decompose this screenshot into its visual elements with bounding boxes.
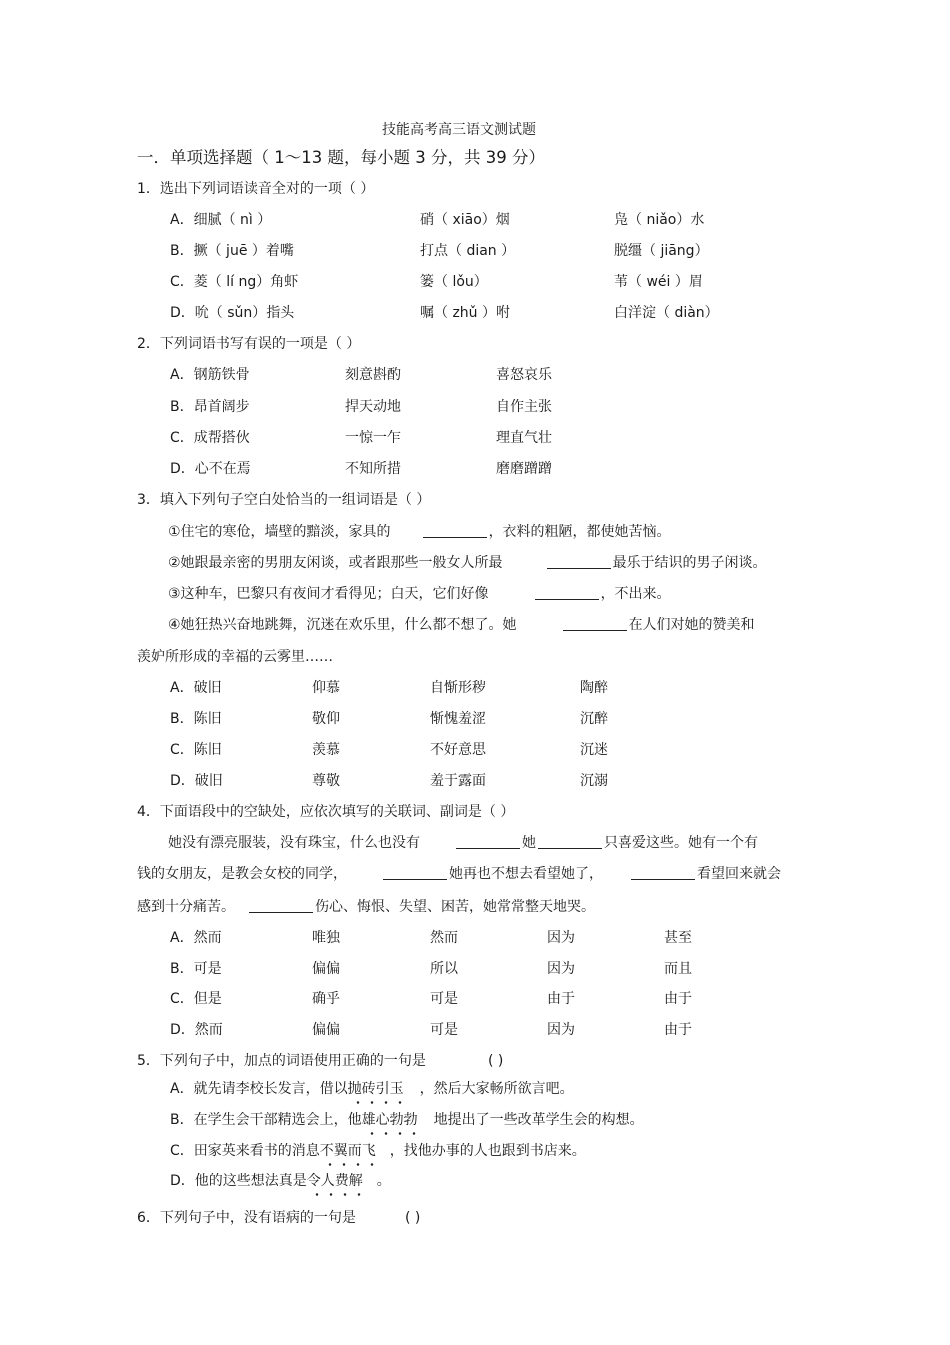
- q4-paragraph-line-3: [137, 898, 595, 916]
- q3-option-c-3: 不好意思: [430, 742, 486, 758]
- q3-s2-text-b: 最乐于结识的男子闲谈。: [612, 555, 767, 571]
- q4-p2-text-b: 她再也不想去看望她了，: [449, 866, 603, 882]
- q3-option-d-2: 尊敬: [312, 773, 340, 789]
- question-6-stem: 6．下列句子中，没有语病的一句是: [137, 1210, 356, 1226]
- q3-option-d-3: 羞于露面: [430, 773, 486, 789]
- q5-b-dotted-term: 雄心勃勃: [361, 1112, 418, 1128]
- q3-s4-text-b: 在人们对她的赞美和: [628, 617, 755, 633]
- q2-option-d-1: D．心不在焉: [170, 461, 251, 477]
- q3-sentence-4-cont: 羡妒所形成的幸福的云雾里……: [137, 649, 333, 665]
- fill-blank: [538, 834, 602, 849]
- question-6-answer-paren: ( ): [405, 1210, 421, 1226]
- q4-option-a-4: 因为: [547, 930, 575, 946]
- question-5-stem: 5．下列句子中，加点的词语使用正确的一句是: [137, 1053, 426, 1069]
- q3-s2-text-a: ②她跟最亲密的男朋友闲谈，或者跟那些一般女人所最: [168, 555, 503, 571]
- section-heading: 一．单项选择题（ 1～13 题，每小题 3 分，共 39 分）: [137, 148, 545, 167]
- q3-sentence-3: [168, 585, 671, 603]
- q4-option-b-2: 偏偏: [312, 961, 340, 977]
- q2-option-c-3: 理直气壮: [496, 430, 552, 446]
- q3-option-c-1: C．陈旧: [170, 742, 222, 758]
- q3-s4-text-a: ④她狂热兴奋地跳舞，沉迷在欢乐里，什么都不想了。她: [168, 617, 517, 633]
- q3-sentence-4: [168, 616, 755, 634]
- q3-s3-text-b: ，不出来。: [600, 586, 671, 602]
- q3-option-a-1: A．破旧: [170, 680, 222, 696]
- q5-c-dotted-term: 不翼而飞: [319, 1143, 376, 1159]
- fill-blank: [535, 585, 599, 600]
- q4-option-c-3: 可是: [430, 991, 458, 1007]
- q2-option-b-2: 捍天动地: [345, 399, 401, 415]
- q5-a-text-3: ，然后大家畅所欲言吧。: [419, 1081, 574, 1097]
- q1-option-c-1: C．菱（ lí ng）角虾: [170, 274, 299, 290]
- q4-option-a-1: A．然而: [170, 930, 222, 946]
- q2-option-c-1: C．成帮搭伙: [170, 430, 250, 446]
- q5-option-c: [170, 1142, 586, 1160]
- q3-option-c-4: 沉迷: [580, 742, 608, 758]
- question-3-stem: 3．填入下列句子空白处恰当的一组词语是（ ）: [137, 492, 431, 508]
- q2-option-a-1: A．钢筋铁骨: [170, 367, 250, 383]
- q4-paragraph-line-1: [168, 834, 758, 852]
- q3-option-a-4: 陶醉: [580, 680, 608, 696]
- q4-option-b-3: 所以: [430, 961, 458, 977]
- q5-d-dotted-term: 令人费解: [306, 1173, 363, 1189]
- q5-b-text-1: B．在学生会干部精选会上，他: [170, 1112, 362, 1128]
- q4-option-a-5: 甚至: [664, 930, 692, 946]
- q3-s1-text-b: ，衣料的粗陋，都使她苦恼。: [488, 524, 671, 540]
- question-4-stem: 4．下面语段中的空缺处，应依次填写的关联词、副词是（ ）: [137, 804, 515, 820]
- q3-option-d-1: D．破旧: [170, 773, 223, 789]
- q2-option-a-3: 喜怒哀乐: [496, 367, 552, 383]
- q1-option-b-1: B．撅（ juē ）着嘴: [170, 243, 294, 259]
- q3-option-a-2: 仰慕: [312, 680, 340, 696]
- q1-option-a-3: 凫（ niǎo）水: [614, 212, 705, 228]
- q5-b-text-3: 地提出了一些改革学生会的构想。: [433, 1112, 644, 1128]
- question-2-stem: 2．下列词语书写有误的一项是（ ）: [137, 336, 361, 352]
- q4-p1-text-a: 她没有漂亮服装，没有珠宝，什么也没有: [168, 835, 420, 851]
- q4-option-d-5: 由于: [664, 1022, 692, 1038]
- q2-option-c-2: 一惊一乍: [345, 430, 401, 446]
- q4-option-b-4: 因为: [547, 961, 575, 977]
- q3-sentence-1: [168, 523, 671, 541]
- page-title: 技能高考高三语文测试题: [382, 122, 536, 138]
- q1-option-d-1: D．吮（ sǔn）指头: [170, 305, 295, 321]
- fill-blank: [547, 554, 611, 569]
- q2-option-d-3: 磨磨蹭蹭: [496, 461, 552, 477]
- q4-option-a-2: 唯独: [312, 930, 340, 946]
- fill-blank: [423, 523, 487, 538]
- q5-option-b: [170, 1111, 644, 1129]
- q3-option-b-3: 惭愧羞涩: [430, 711, 486, 727]
- q4-p1-text-c: 只喜爱这些。她有一个有: [604, 835, 758, 851]
- q2-option-b-1: B．昂首阔步: [170, 399, 250, 415]
- q4-p3-text-b: 伤心、悔恨、失望、困苦，她常常整天地哭。: [315, 899, 595, 915]
- q5-c-text-1: C．田家英来看书的消息: [170, 1143, 320, 1159]
- q1-option-d-2: 嘱（ zhǔ ）咐: [420, 305, 510, 321]
- fill-blank: [249, 898, 313, 913]
- q1-option-b-2: 打点（ dian ）: [420, 243, 516, 259]
- q3-s3-text-a: ③这种车，巴黎只有夜间才看得见；白天，它们好像: [168, 586, 489, 602]
- q1-option-a-2: 硝（ xiāo）烟: [420, 212, 510, 228]
- q4-p3-text-a: 感到十分痛苦。: [137, 899, 235, 915]
- question-1-stem: 1．选出下列词语读音全对的一项（ ）: [137, 181, 375, 197]
- q4-option-d-3: 可是: [430, 1022, 458, 1038]
- q1-option-b-3: 脱缰（ jiāng）: [614, 243, 709, 259]
- q4-p2-text-c: 看望回来就会: [697, 866, 781, 882]
- q2-option-d-2: 不知所措: [345, 461, 401, 477]
- q4-option-b-1: B．可是: [170, 961, 222, 977]
- fill-blank: [631, 865, 695, 880]
- q4-paragraph-line-2: [137, 865, 781, 883]
- fill-blank: [383, 865, 447, 880]
- q5-a-dotted-term: 抛砖引玉: [347, 1081, 404, 1097]
- fill-blank: [563, 616, 627, 631]
- q3-option-b-2: 敬仰: [312, 711, 340, 727]
- q2-option-b-3: 自作主张: [496, 399, 552, 415]
- q5-a-text-1: A．就先请李校长发言，借以: [170, 1081, 348, 1097]
- q1-option-c-2: 篓（ lǒu）: [420, 274, 488, 290]
- q3-option-b-1: B．陈旧: [170, 711, 222, 727]
- q3-sentence-2: [168, 554, 767, 572]
- q2-option-a-2: 刻意斟酌: [345, 367, 401, 383]
- q3-option-b-4: 沉醉: [580, 711, 608, 727]
- q1-option-c-3: 苇（ wéi ）眉: [614, 274, 703, 290]
- q5-option-d: [170, 1172, 391, 1190]
- q4-option-c-4: 由于: [547, 991, 575, 1007]
- q1-option-a-1: A．细腻（ nì ）: [170, 212, 272, 228]
- question-5-answer-paren: ( ): [488, 1053, 504, 1069]
- fill-blank: [456, 834, 520, 849]
- q3-option-c-2: 羡慕: [312, 742, 340, 758]
- q5-d-text-1: D．他的这些想法真是: [170, 1173, 307, 1189]
- q5-c-text-3: ，找他办事的人也跟到书店来。: [389, 1143, 586, 1159]
- q3-s1-text-a: ①住宅的寒伧，墙壁的黯淡，家具的: [168, 524, 391, 540]
- q5-d-text-3: 。: [376, 1173, 391, 1189]
- q4-p1-text-b: 她: [522, 835, 536, 851]
- q4-option-d-4: 因为: [547, 1022, 575, 1038]
- q4-option-d-1: D．然而: [170, 1022, 223, 1038]
- q4-option-c-2: 确乎: [312, 991, 340, 1007]
- q4-option-c-5: 由于: [664, 991, 692, 1007]
- q3-option-a-3: 自惭形秽: [430, 680, 486, 696]
- q4-p2-text-a: 钱的女朋友，是教会女校的同学，: [137, 866, 347, 882]
- q4-option-d-2: 偏偏: [312, 1022, 340, 1038]
- q3-option-d-4: 沉溺: [580, 773, 608, 789]
- q4-option-c-1: C．但是: [170, 991, 222, 1007]
- q4-option-a-3: 然而: [430, 930, 458, 946]
- q1-option-d-3: 白洋淀（ diàn）: [614, 305, 719, 321]
- q4-option-b-5: 而且: [664, 961, 692, 977]
- q5-option-a: [170, 1080, 574, 1098]
